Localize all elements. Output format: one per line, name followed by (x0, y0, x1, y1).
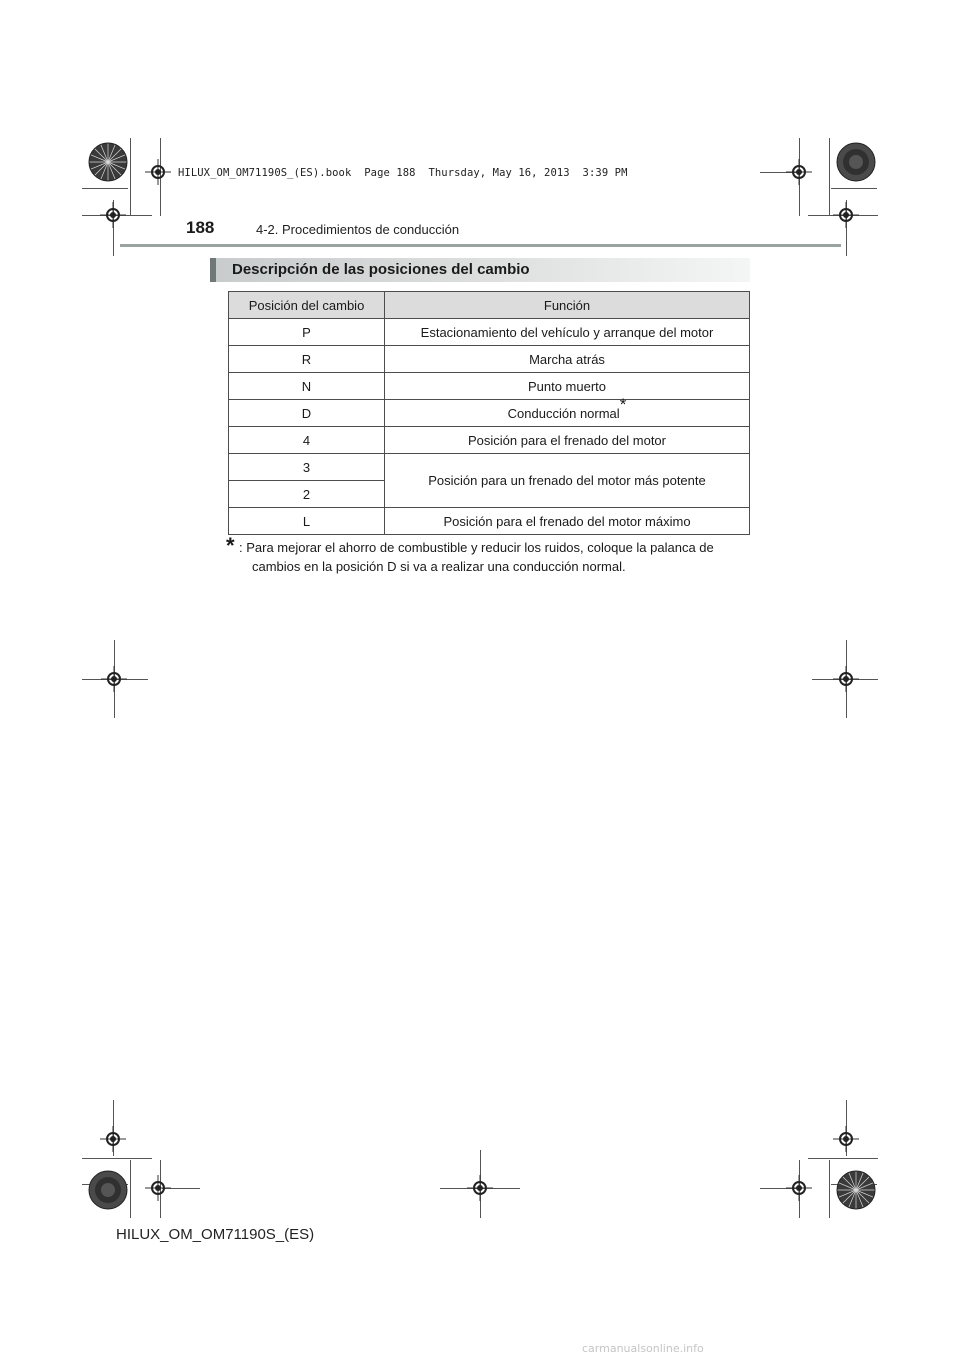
footnote-line-1: : Para mejorar el ahorro de combustible y reducir los ruidos, coloque la palanca de (239, 540, 714, 555)
page-number: 188 (186, 218, 215, 237)
crop-line (829, 138, 830, 216)
table-row (229, 373, 750, 400)
starburst-wheel-icon (88, 142, 128, 182)
cell-function: Estacionamiento del vehículo y arranque del motor (385, 319, 750, 346)
cell-position: 2 (229, 481, 385, 508)
crop-line (808, 1158, 878, 1159)
table-row (229, 400, 750, 427)
cell-position: 3 (229, 454, 385, 481)
cell-position: L (229, 508, 385, 535)
crop-line (82, 188, 128, 189)
footnote-reference: * (619, 395, 627, 415)
registration-target-icon (786, 1175, 812, 1201)
registration-target-icon (467, 1175, 493, 1201)
footnote-marker: * (226, 533, 235, 558)
table-row (229, 346, 750, 373)
cell-function: Posición para un frenado del motor más potente (385, 454, 750, 508)
registration-target-icon (100, 202, 126, 228)
registration-target-icon (101, 666, 127, 692)
cell-function: Posición para el frenado del motor máximo (385, 508, 750, 535)
registration-target-icon (833, 202, 859, 228)
registration-target-icon (145, 1175, 171, 1201)
table-row (229, 508, 750, 535)
cell-function: Posición para el frenado del motor (385, 427, 750, 454)
registration-target-icon (833, 1126, 859, 1152)
file-stamp: HILUX_OM_OM71190S_(ES).book Page 188 Thursday, May 16, 2013 3:39 PM (178, 167, 628, 179)
crop-line (130, 138, 131, 216)
registration-target-icon (100, 1126, 126, 1152)
table-row (229, 454, 750, 481)
cell-position: P (229, 319, 385, 346)
cell-function-text: Conducción normal (507, 405, 620, 421)
footnote (226, 533, 750, 576)
section-heading-bar (210, 258, 750, 282)
header-divider (120, 244, 841, 247)
shift-position-table (228, 291, 750, 535)
crop-line (829, 1160, 830, 1218)
section-title: 4-2. Procedimientos de conducción (256, 222, 460, 237)
manual-code: HILUX_OM_OM71190S_(ES) (116, 1226, 315, 1243)
table-row (229, 319, 750, 346)
table-header-row (229, 292, 750, 319)
starburst-wheel-icon (836, 1170, 876, 1210)
column-header-position: Posición del cambio (229, 292, 385, 319)
crop-line (130, 1160, 131, 1218)
cell-function (385, 395, 750, 427)
registration-target-icon (145, 159, 171, 185)
table-row (229, 427, 750, 454)
watermark: carmanualsonline.info (582, 1342, 704, 1355)
starburst-wheel-icon (88, 1170, 128, 1210)
cell-position: N (229, 373, 385, 400)
footnote-line-2: cambios en la posición D si va a realizar una conducción normal. (252, 559, 626, 574)
registration-target-icon (833, 666, 859, 692)
crop-line (82, 1158, 152, 1159)
cell-position: D (229, 400, 385, 427)
section-heading: Descripción de las posiciones del cambio (232, 261, 530, 278)
starburst-wheel-icon (836, 142, 876, 182)
registration-target-icon (786, 159, 812, 185)
crop-line (831, 188, 877, 189)
footnote-text (239, 538, 750, 576)
cell-function: Punto muerto (385, 373, 750, 400)
column-header-function: Función (385, 292, 750, 319)
cell-position: R (229, 346, 385, 373)
cell-function: Marcha atrás (385, 346, 750, 373)
cell-position: 4 (229, 427, 385, 454)
